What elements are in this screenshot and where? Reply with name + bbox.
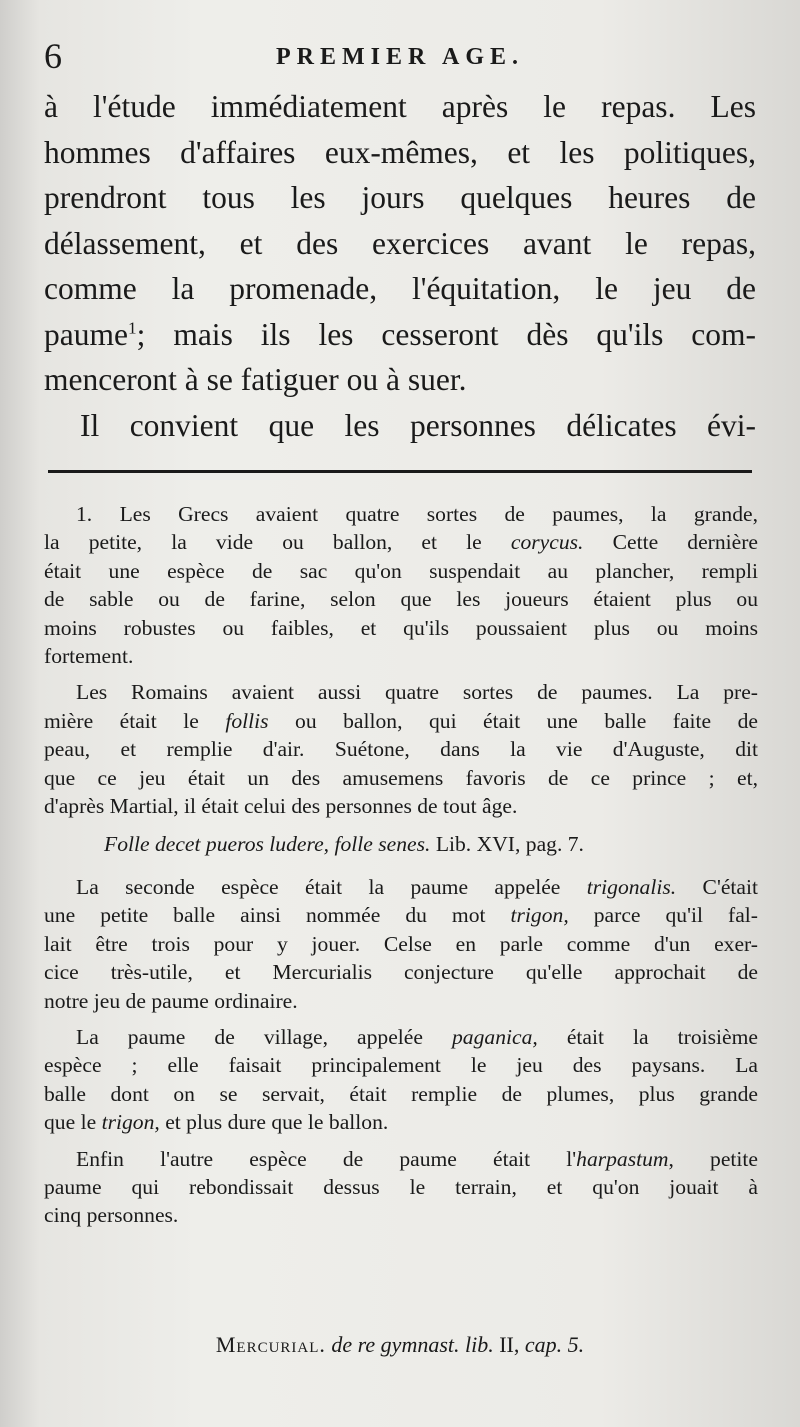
main-line-rest: mais ils les cesseront dès qu'ils com- <box>173 316 756 352</box>
main-line: menceront à se fatiguer ou à suer. <box>44 362 467 397</box>
footnote-line: d'après Martial, il était celui des personnes de tout âge. <box>44 794 518 819</box>
footnote-text: une petite balle ainsi nommée du mot <box>44 903 486 928</box>
page-number: 6 <box>44 36 62 76</box>
footnote-text: était la troisième <box>566 1024 758 1049</box>
footnote-separator-rule <box>48 470 752 473</box>
main-text <box>44 84 756 448</box>
footnote-paragraph-greeks <box>44 500 758 670</box>
quote-verse: Folle decet pueros ludere, folle senes. <box>104 832 431 857</box>
citation-chapter: cap. 5. <box>524 1332 585 1357</box>
italic-term: corycus. <box>510 530 584 555</box>
main-line: hommes d'affaires eux-mêmes, et les politiques, <box>44 134 756 170</box>
source-citation <box>0 1330 800 1360</box>
quote-reference: Lib. XVI, pag. 7. <box>435 832 584 857</box>
footnote-line <box>44 1023 758 1051</box>
footnote-line <box>44 901 758 929</box>
footnote-paragraph-romans <box>44 678 758 820</box>
footnote-text: mière était le <box>44 708 199 733</box>
main-line-semicolon: ; <box>136 316 146 352</box>
footnote-line: peau, et remplie d'air. Suétone, dans la vie d'Auguste, dit <box>44 737 758 762</box>
main-line: Il convient que les personnes délicates évi- <box>80 407 756 443</box>
citation-author: Mercurial. <box>215 1332 326 1357</box>
footnote-paragraph-trigonalis <box>44 873 758 1015</box>
footnote-reference[interactable]: 1 <box>127 318 137 337</box>
footnotes <box>44 500 758 1238</box>
footnote-line: balle dont on se servait, était remplie de plumes, plus grande <box>44 1081 758 1106</box>
main-line: prendront tous les jours quelques heures de <box>44 180 756 215</box>
main-line: à l'étude immédiatement après le repas. Les <box>44 89 756 124</box>
running-head: PREMIER AGE. <box>275 44 524 70</box>
footnote-line: cinq personnes. <box>44 1203 179 1228</box>
footnote-line: espèce ; elle faisait principalement le jeu des paysans. La <box>44 1053 758 1078</box>
footnote-line: fortement. <box>44 644 134 669</box>
footnote-line <box>44 1108 758 1136</box>
footnote-text: , petite <box>668 1146 758 1171</box>
footnote-text: que le <box>44 1110 97 1135</box>
footnote-line <box>44 1145 758 1173</box>
footnote-line <box>44 528 758 556</box>
italic-term: harpastum <box>576 1146 669 1171</box>
footnote-line <box>44 500 758 528</box>
footnote-line: lait être trois pour y jouer. Celse en parle comme d'un exer- <box>44 931 758 956</box>
footnote-text: ou ballon, qui était une balle faite de <box>295 708 759 733</box>
footnote-line: cice très-utile, et Mercurialis conjecture qu'elle approchait de <box>44 960 758 985</box>
footnote-paragraph-harpastum <box>44 1145 758 1230</box>
footnote-line <box>44 873 758 901</box>
citation-work: de re gymnast. lib. <box>331 1332 494 1357</box>
footnote-line: notre jeu de paume ordinaire. <box>44 988 298 1013</box>
main-line-start: paume <box>44 316 128 352</box>
footnote-text: La paume de village, appelée <box>76 1024 423 1049</box>
footnote-line: moins robustes ou faibles, et qu'ils poussaient plus ou moins <box>44 615 758 640</box>
main-line-with-note <box>44 312 756 358</box>
footnote-text: Enfin l'autre espèce de paume était l' <box>76 1146 577 1171</box>
footnote-text: Cette dernière <box>612 530 759 555</box>
footnote-line: de sable ou de farine, selon que les joueurs étaient plus ou <box>44 587 758 612</box>
footnote-paragraph-paganica <box>44 1023 758 1137</box>
footnote-text: parce qu'il fal- <box>593 903 758 928</box>
italic-term: trigon, <box>101 1110 160 1135</box>
footnote-line: paume qui rebondissait dessus le terrain, et qu'on jouait à <box>44 1174 758 1199</box>
page-header <box>40 36 760 76</box>
footnote-text: Les Grecs avaient quatre sortes de paumes, la grande, <box>119 502 759 526</box>
italic-term: trigon, <box>510 903 569 928</box>
footnote-text: La seconde espèce était la paume appelée <box>76 874 561 899</box>
italic-term: trigonalis. <box>586 874 677 899</box>
latin-quotation <box>44 830 758 858</box>
main-line: comme la promenade, l'équitation, le jeu de <box>44 271 756 306</box>
footnote-text: la petite, la vide ou ballon, et le <box>44 530 482 555</box>
italic-term: paganica, <box>452 1024 538 1049</box>
footnote-line: Les Romains avaient aussi quatre sortes de paumes. La pre- <box>76 680 758 705</box>
italic-term: follis <box>225 708 269 733</box>
footnote-line <box>44 707 758 735</box>
footnote-line: était une espèce de sac qu'on suspendait au plancher, rempli <box>44 558 758 583</box>
footnote-text: et plus dure que le ballon. <box>165 1110 389 1135</box>
citation-book: II, <box>499 1332 520 1357</box>
footnote-marker: 1. <box>76 502 93 526</box>
footnote-text: C'était <box>702 874 759 899</box>
footnote-line: que ce jeu était un des amusemens favoris de ce prince ; et, <box>44 765 758 790</box>
main-line: délassement, et des exercices avant le repas, <box>44 225 756 261</box>
